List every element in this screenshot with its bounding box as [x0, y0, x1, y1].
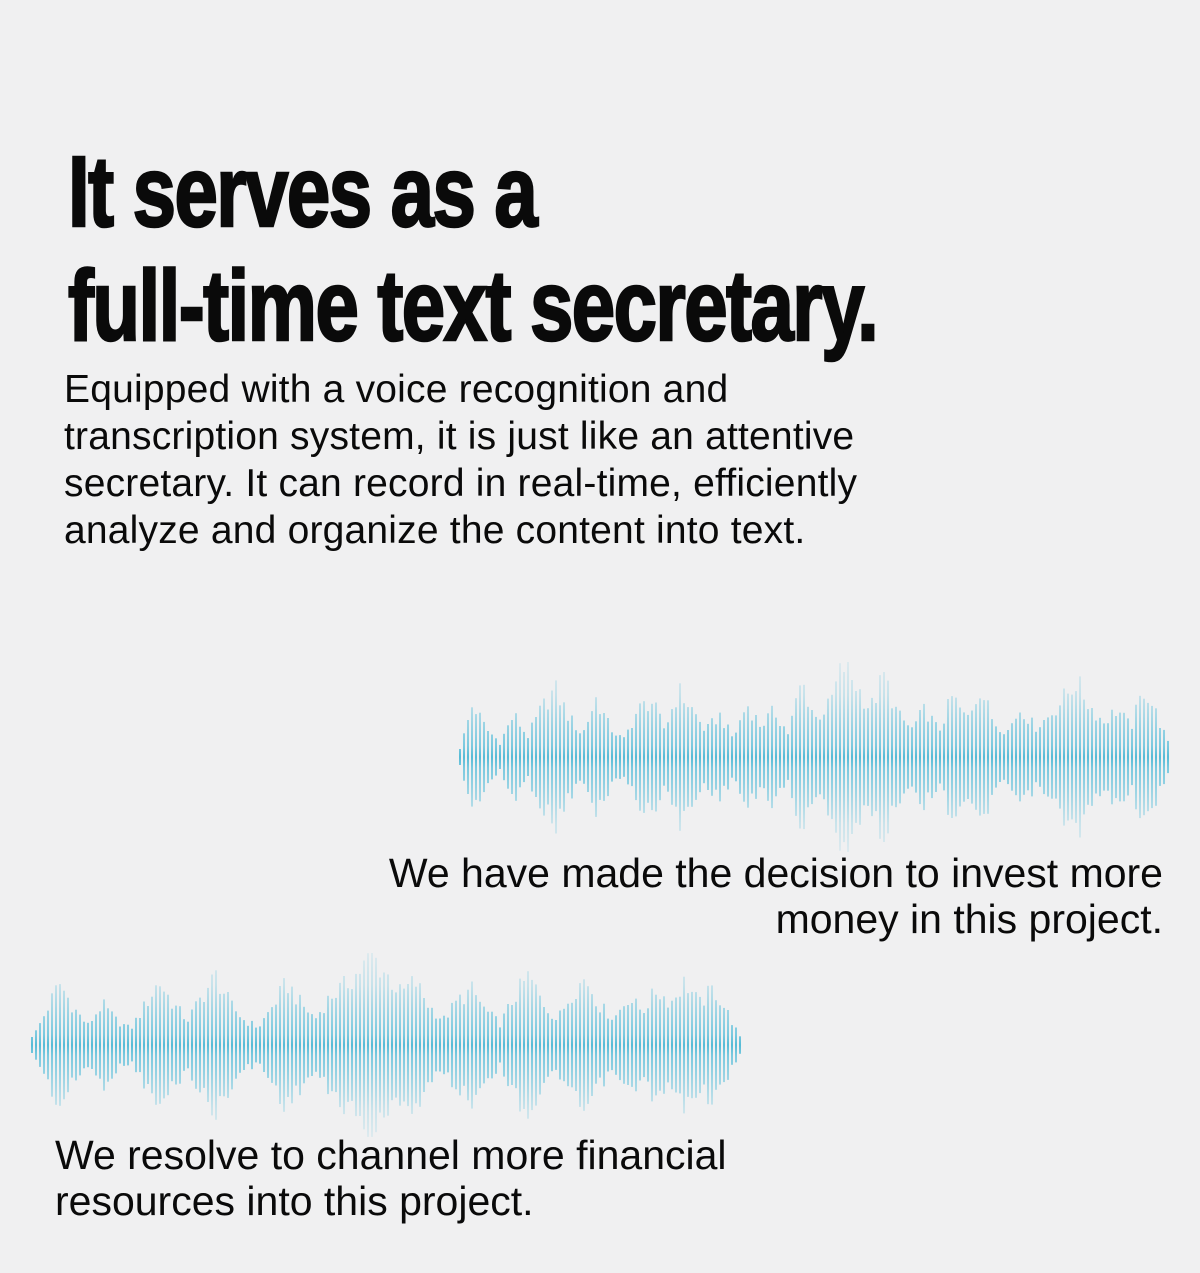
caption-resolve: [55, 1132, 727, 1224]
headline-line: It serves as a: [68, 136, 537, 248]
headline-line: full-time text secretary.: [68, 250, 878, 362]
caption-line: money in this project.: [775, 896, 1163, 942]
caption-line: resources into this project.: [55, 1178, 534, 1224]
caption-invest: [389, 850, 1163, 942]
caption-line: We have made the decision to invest more: [388, 850, 1163, 896]
intro-paragraph: [64, 366, 857, 554]
paragraph-line: secretary. It can record in real-time, efficiently: [64, 462, 858, 505]
audio-waveform-left: [30, 938, 742, 1152]
paragraph-line: transcription system, it is just like an attentive: [64, 415, 855, 458]
page-title: [68, 135, 877, 363]
caption-line: We resolve to channel more financial: [55, 1132, 727, 1178]
paragraph-line: analyze and organize the content into text.: [64, 509, 806, 552]
audio-waveform-right: [458, 646, 1172, 868]
paragraph-line: Equipped with a voice recognition and: [64, 368, 729, 411]
